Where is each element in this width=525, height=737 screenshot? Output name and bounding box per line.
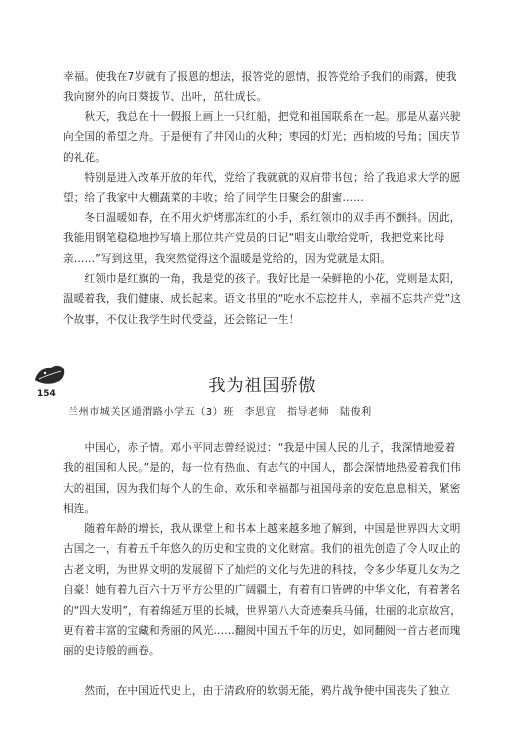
paragraph-3: 特别是进入改革开放的年代，党给了我就就的双肩带书包；给了我追求大学的愿望；给了我家中大棚蔬菜的丰收；给了同学生日聚会的甜蜜……: [63, 172, 461, 205]
paragraph-4: 冬日温暖如春，在不用火炉烤那冻红的小手，系红领巾的双手再不颤抖。因此，我能用钢笔稳稳地抄写墙上那位共产党员的日记“唱支山歌给党听，我把党来比母亲……”写到这里，我突然觉得这个温暖是党给的，因为党就是太阳。: [63, 212, 461, 265]
paragraph-5: 红领巾是红旗的一角，我是党的孩子。我好比是一朵鲜艳的小花，党则是太阳，温暖着我，我们健康、成长起来。语文书里的“吃水不忘挖井人，幸福不忘共产党”这个故事，不仅让我学生时代受益，还会铭记一生！: [63, 273, 462, 326]
page-number: 154: [37, 389, 56, 399]
essay-paragraph-3: 然而，在中国近代史上，由于清政府的软弱无能，鸦片战争使中国丧失了独立: [63, 685, 450, 697]
author-line: 兰州市城关区通渭路小学五（3）班 李思宜 指导老师 陆俊利: [68, 407, 372, 418]
essay-paragraph-2: 随着年龄的增长，我从课堂上和书本上越来越多地了解到，中国是世界四大文明古国之一，有着五千年悠久的历史和宝贵的文化财富。我们的祖先创造了令人叹止的古老文明，为世界文明的发展留下了灿烂的文化与先进的科技，令多少华夏儿女为之自豪！她有着九百六十万平方公里的广阔疆土，有着有口皆碑的中华文化，有着著名的“四大发明”，有着绵延万里的长城，世界第八大奇迹秦兵马俑，壮丽的北京故宫，更有着丰富的宝藏和秀丽的风光……翻阅中国五千年的历史，如同翻阅一首古老而瑰丽的史诗般的画卷。: [63, 523, 462, 658]
paragraph-2: 秋天，我总在十一假报上画上一只红船，把党和祖国联系在一起。那是从嘉兴驶向全国的希望之舟。于是便有了井冈山的火种；枣园的灯光；西柏坡的号角；国庆节的礼花。: [63, 111, 461, 164]
paragraph-1: 幸福。使我在7岁就有了报恩的想法，报答党的恩情，报答党给予我们的雨露，使我我向窗外的向日葵拔节、出叶，茁壮成长。: [63, 71, 457, 104]
essay-title: 我为祖国骄傲: [208, 376, 317, 396]
essay-paragraph-1: 中国心，赤子情。邓小平同志曾经说过：“我是中国人民的儿子，我深情地爱着我的祖国和人民。”是的，每一位有热血、有志气的中国人，都会深情地热爱着我们伟大的祖国，因为我们每个人的生命、欢乐和幸福都与祖国母亲的安危息息相关，紧密相连。: [63, 442, 461, 516]
